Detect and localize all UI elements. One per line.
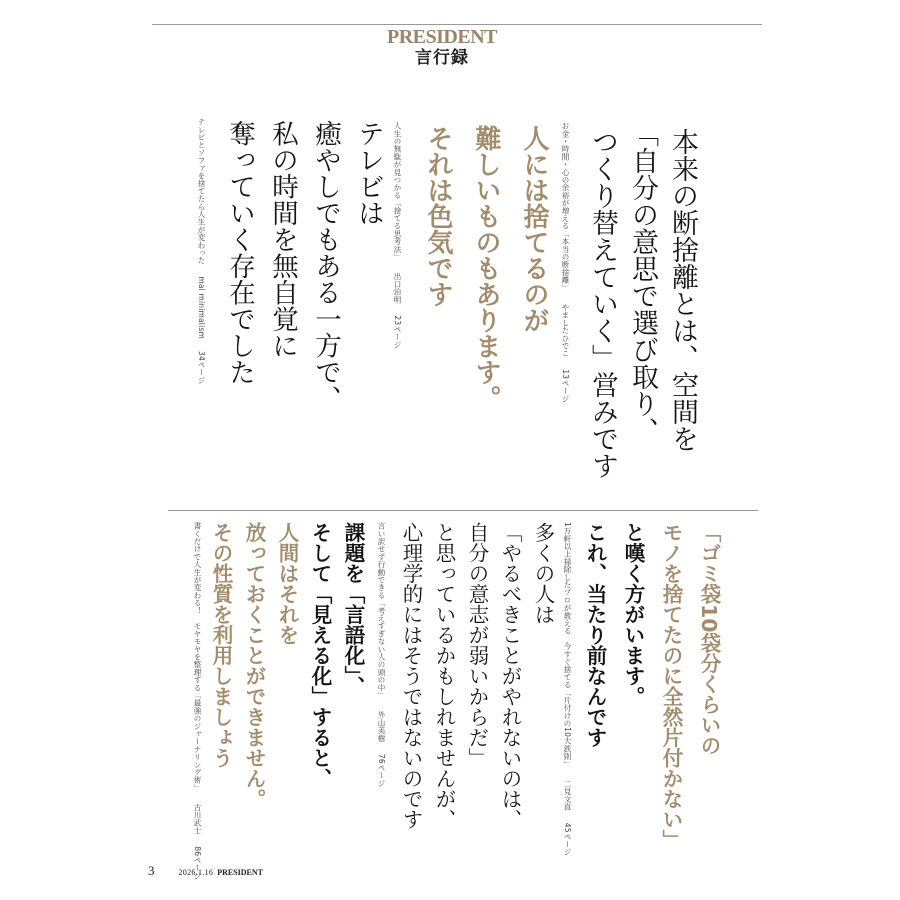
quote-5-source-author: 外山美樹 xyxy=(377,711,386,742)
quote-1-line-3: つくり替えていく」営みです xyxy=(587,128,618,479)
masthead-brand: PRESIDENT xyxy=(387,26,497,48)
quote-2-line-1: 人には捨てるのが xyxy=(519,125,549,333)
quote-2 xyxy=(414,125,558,411)
issue-date: 2026.1.16 xyxy=(178,868,214,877)
quote-6-source-page: 86ページ xyxy=(193,846,202,880)
quote-1 xyxy=(582,120,702,479)
quote-5-line-1: 多くの人は xyxy=(531,522,555,625)
quote-4-line-3: と嘆く方がいます。 xyxy=(621,522,645,707)
quote-2-line-3: それは色気です xyxy=(423,125,453,307)
quote-4-source xyxy=(562,522,573,856)
quote-3-line-4: 奪っていく存在でした xyxy=(224,120,255,385)
quote-6-line-3: 人間はそれを xyxy=(275,522,299,645)
quote-6-line-5: その性質を利用しましょう xyxy=(209,522,233,768)
quote-1-source-author: やましたひでこ xyxy=(561,303,570,358)
middle-divider xyxy=(168,510,758,511)
quote-5-source-page: 76ページ xyxy=(377,753,386,787)
quote-3-source-page: 34ページ xyxy=(197,351,206,385)
quote-6-line-4: 放っておくことができません。 xyxy=(242,522,266,809)
quote-1-line-1: 本来の断捨離とは、空間を xyxy=(667,128,698,452)
quote-3-line-1: テレビは xyxy=(353,120,384,226)
quote-4-line-1: 「ゴミ袋10袋分くらいの xyxy=(697,522,721,756)
quote-2-source-author: 出口治明 xyxy=(393,272,402,304)
quote-5 xyxy=(394,522,559,830)
quote-3-source xyxy=(196,118,207,384)
quote-5-source xyxy=(376,522,387,787)
quote-5-line-2: 「やるべきことがやれないのは、 xyxy=(498,522,522,830)
quote-1-source-title: お金・時間・心の余裕が増える「本当の断捨離」 xyxy=(561,122,570,292)
quote-2-line-2: 難しいものもあります。 xyxy=(471,125,501,411)
quote-4-line-2: モノを捨てたのに全然片付かない」 xyxy=(659,522,683,850)
quote-2-source-title: 人生の無駄が見つかる「捨てる思考法」 xyxy=(393,122,402,261)
quote-2-source-page: 23ページ xyxy=(393,315,402,349)
quote-6 xyxy=(204,522,369,809)
quote-4 xyxy=(576,522,728,850)
quote-4-source-title: 1万軒以上掃除したプロが教える 今すぐ捨てる「片付けの10大鉄則」 xyxy=(563,522,572,768)
footer-publication: PRESIDENT xyxy=(217,868,263,877)
quote-6-source-author: 古川武士 xyxy=(193,803,202,835)
quote-6-source xyxy=(192,522,203,879)
quote-6-source-title: 書くだけで人生が変わる！ モヤモヤを整理する「最強のジャーナリング術」 xyxy=(193,522,202,792)
masthead xyxy=(372,26,512,68)
quote-5-line-3: 自分の意志が弱いからだ」 xyxy=(465,522,489,768)
quote-4-source-page: 45ページ xyxy=(563,822,572,856)
quote-6-line-2: そして「見える化」すると、 xyxy=(308,522,332,789)
masthead-section-title: 言行録 xyxy=(415,48,469,68)
quote-1-source-page: 13ページ xyxy=(561,369,570,403)
quote-3-source-title: テレビとソファを捨てたら人生が変わった xyxy=(197,118,206,265)
quote-5-source-title: 言い訳せず行動できる「考えすぎない人の頭の中」 xyxy=(377,522,386,700)
quote-5-line-5: 心理学的にはそうではないのです xyxy=(399,522,423,830)
quote-4-line-4: これ、当たり前なんです xyxy=(583,522,607,748)
top-divider xyxy=(152,24,762,25)
quote-3-line-2: 癒やしでもある一方で、 xyxy=(310,120,341,412)
page-number: 3 xyxy=(148,863,155,878)
page-footer xyxy=(148,862,263,880)
quote-3-line-3: 私の時間を無自覚に xyxy=(267,120,298,359)
quote-3 xyxy=(218,120,390,412)
quote-6-line-1: 課題を「言語化」、 xyxy=(341,522,365,697)
quote-4-source-author: 二見文直 xyxy=(563,779,572,811)
quote-3-source-author: mai minimalism xyxy=(197,276,206,339)
quote-5-line-4: と思っているかもしれませんが、 xyxy=(432,522,456,830)
quote-1-source xyxy=(560,122,571,402)
quote-1-line-2: 「自分の意思で選び取り、 xyxy=(627,120,658,444)
quote-2-source xyxy=(392,122,403,348)
